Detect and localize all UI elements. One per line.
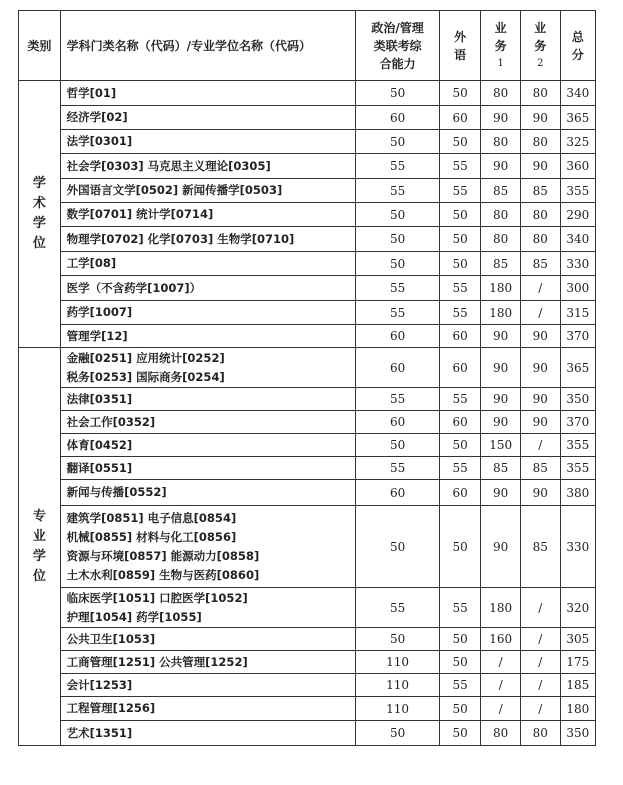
program-name-cell <box>60 388 356 411</box>
politics-score: 55 <box>356 276 439 301</box>
politics-score: 50 <box>356 203 439 227</box>
subject1-score: 85 <box>481 179 521 203</box>
header-politics <box>356 11 439 81</box>
politics-score: 50 <box>356 628 439 651</box>
table-row <box>19 227 596 252</box>
table-row <box>19 81 596 106</box>
subject2-score: 85 <box>520 179 560 203</box>
program-name-line: 会计[1253] <box>66 677 133 692</box>
program-name-cell <box>60 154 356 179</box>
total-score: 320 <box>560 588 595 628</box>
program-name-cell <box>60 721 356 746</box>
politics-score: 50 <box>356 81 439 106</box>
program-name-cell <box>60 106 356 130</box>
program-name-line: 法学[0301] <box>66 134 133 148</box>
table-row <box>19 480 596 506</box>
subject1-score: 80 <box>481 81 521 106</box>
politics-score: 60 <box>356 106 439 130</box>
program-name-line: 资源与环境[0857] 能源动力[0858] <box>66 548 260 563</box>
foreign-score: 60 <box>439 348 481 388</box>
subject1-score: / <box>481 674 521 697</box>
table-row <box>19 411 596 434</box>
subject1-score: 80 <box>481 227 521 252</box>
foreign-score: 55 <box>439 301 481 325</box>
subject2-score: 80 <box>520 130 560 154</box>
subject1-score: 180 <box>481 588 521 628</box>
total-score: 350 <box>560 721 595 746</box>
program-name-cell <box>60 252 356 276</box>
subject2-score: 90 <box>520 388 560 411</box>
subject1-score: 80 <box>481 130 521 154</box>
table-body <box>19 81 596 746</box>
politics-score: 55 <box>356 301 439 325</box>
header-foreign <box>439 11 481 81</box>
program-name-cell <box>60 651 356 674</box>
subject2-score: 80 <box>520 81 560 106</box>
politics-score: 50 <box>356 506 439 588</box>
header-subject1-line: 业 <box>494 20 507 35</box>
politics-score: 110 <box>356 697 439 721</box>
program-name-cell <box>60 130 356 154</box>
subject1-score: 90 <box>481 506 521 588</box>
header-subject1 <box>481 11 521 81</box>
header-row <box>19 11 596 81</box>
header-subject2-line: 业 <box>534 20 547 35</box>
header-subject2 <box>520 11 560 81</box>
table-row <box>19 457 596 480</box>
header-foreign-line: 外 <box>454 29 467 44</box>
subject2-score: 80 <box>520 721 560 746</box>
program-name-line: 税务[0253] 国际商务[0254] <box>66 369 225 384</box>
politics-score: 55 <box>356 179 439 203</box>
subject2-score: / <box>520 434 560 457</box>
table-row <box>19 154 596 179</box>
program-name-cell <box>60 203 356 227</box>
program-name-cell <box>60 301 356 325</box>
table-row <box>19 588 596 628</box>
foreign-score: 50 <box>439 628 481 651</box>
program-name-cell <box>60 506 356 588</box>
foreign-score: 50 <box>439 227 481 252</box>
subject1-score: / <box>481 651 521 674</box>
program-name-line: 公共卫生[1053] <box>66 631 156 646</box>
politics-score: 50 <box>356 252 439 276</box>
subject2-score: 90 <box>520 325 560 348</box>
subject2-score: 90 <box>520 154 560 179</box>
politics-score: 60 <box>356 480 439 506</box>
program-name-cell <box>60 457 356 480</box>
subject1-score: 85 <box>481 252 521 276</box>
program-name-line: 工商管理[1251] 公共管理[1252] <box>66 654 248 669</box>
total-score: 330 <box>560 506 595 588</box>
foreign-score: 50 <box>439 252 481 276</box>
politics-score: 50 <box>356 227 439 252</box>
table-row <box>19 506 596 588</box>
header-subject1-line: 务 <box>494 38 507 53</box>
program-name-cell <box>60 434 356 457</box>
foreign-score: 50 <box>439 434 481 457</box>
table-row <box>19 674 596 697</box>
subject1-score: 90 <box>481 325 521 348</box>
foreign-score: 55 <box>439 588 481 628</box>
subject2-score: 85 <box>520 252 560 276</box>
table-row <box>19 203 596 227</box>
program-name-cell <box>60 674 356 697</box>
program-name-cell <box>60 81 356 106</box>
program-name-line: 护理[1054] 药学[1055] <box>66 609 202 624</box>
category-cell <box>19 81 61 348</box>
subject2-score: / <box>520 674 560 697</box>
subject2-score: / <box>520 651 560 674</box>
program-name-line: 经济学[02] <box>66 110 128 124</box>
program-name-cell <box>60 480 356 506</box>
politics-score: 55 <box>356 457 439 480</box>
program-name-cell <box>60 628 356 651</box>
foreign-score: 50 <box>439 81 481 106</box>
foreign-score: 50 <box>439 203 481 227</box>
program-name-line: 数学[0701] 统计学[0714] <box>66 207 214 221</box>
score-table <box>18 10 596 746</box>
subject2-score: 80 <box>520 203 560 227</box>
total-score: 355 <box>560 457 595 480</box>
subject2-score: 85 <box>520 457 560 480</box>
program-name-line: 翻译[0551] <box>66 460 133 475</box>
program-name-line: 新闻与传播[0552] <box>66 485 167 499</box>
program-name-line: 工程管理[1256] <box>66 701 156 715</box>
subject1-score: 90 <box>481 480 521 506</box>
program-name-line: 建筑学[0851] 电子信息[0854] <box>66 510 237 525</box>
table-row <box>19 434 596 457</box>
program-name-cell <box>60 276 356 301</box>
category-cell <box>19 348 61 746</box>
total-score: 325 <box>560 130 595 154</box>
foreign-score: 50 <box>439 721 481 746</box>
total-score: 315 <box>560 301 595 325</box>
header-subject2-line: 务 <box>534 38 547 53</box>
program-name-line: 药学[1007] <box>66 305 133 319</box>
table-row <box>19 721 596 746</box>
program-name-line: 社会学[0303] 马克思主义理论[0305] <box>66 158 271 173</box>
foreign-score: 60 <box>439 325 481 348</box>
subject1-score: 90 <box>481 154 521 179</box>
program-name-line: 工学[08] <box>66 256 117 270</box>
subject1-score: 85 <box>481 457 521 480</box>
total-score: 300 <box>560 276 595 301</box>
header-name: 学科门类名称（代码）/专业学位名称（代码） <box>60 11 356 81</box>
subject1-score: 90 <box>481 388 521 411</box>
program-name-cell <box>60 588 356 628</box>
total-score: 305 <box>560 628 595 651</box>
header-total-line: 分 <box>571 47 584 62</box>
subject1-score: 90 <box>481 106 521 130</box>
header-subject1-line: 1 <box>497 57 504 69</box>
total-score: 355 <box>560 434 595 457</box>
total-score: 340 <box>560 227 595 252</box>
subject1-score: 80 <box>481 721 521 746</box>
program-name-cell <box>60 348 356 388</box>
politics-score: 110 <box>356 674 439 697</box>
total-score: 380 <box>560 480 595 506</box>
table-row <box>19 179 596 203</box>
foreign-score: 55 <box>439 154 481 179</box>
program-name-cell <box>60 179 356 203</box>
program-name-line: 临床医学[1051] 口腔医学[1052] <box>66 590 248 605</box>
foreign-score: 60 <box>439 480 481 506</box>
subject2-score: / <box>520 276 560 301</box>
program-name-cell <box>60 325 356 348</box>
subject1-score: 80 <box>481 203 521 227</box>
table-row <box>19 276 596 301</box>
header-politics-line: 合能力 <box>379 56 416 71</box>
total-score: 175 <box>560 651 595 674</box>
subject2-score: 90 <box>520 411 560 434</box>
header-politics-line: 类联考综 <box>373 38 422 53</box>
header-politics-line: 政治/管理 <box>371 20 424 35</box>
subject2-score: / <box>520 301 560 325</box>
subject2-score: 90 <box>520 480 560 506</box>
category-label: 专业学位 <box>32 508 46 584</box>
subject2-score: / <box>520 588 560 628</box>
total-score: 185 <box>560 674 595 697</box>
table-row <box>19 348 596 388</box>
header-category: 类别 <box>19 11 61 81</box>
foreign-score: 50 <box>439 130 481 154</box>
total-score: 330 <box>560 252 595 276</box>
program-name-line: 法律[0351] <box>66 391 133 406</box>
subject1-score: / <box>481 697 521 721</box>
total-score: 370 <box>560 411 595 434</box>
program-name-line: 物理学[0702] 化学[0703] 生物学[0710] <box>66 231 295 246</box>
total-score: 365 <box>560 106 595 130</box>
politics-score: 50 <box>356 434 439 457</box>
politics-score: 50 <box>356 721 439 746</box>
total-score: 290 <box>560 203 595 227</box>
politics-score: 55 <box>356 588 439 628</box>
politics-score: 110 <box>356 651 439 674</box>
table-row <box>19 628 596 651</box>
subject1-score: 90 <box>481 411 521 434</box>
foreign-score: 60 <box>439 106 481 130</box>
program-name-line: 管理学[12] <box>66 328 128 343</box>
table-row <box>19 388 596 411</box>
politics-score: 60 <box>356 411 439 434</box>
header-foreign-line: 语 <box>454 47 467 62</box>
foreign-score: 55 <box>439 388 481 411</box>
total-score: 350 <box>560 388 595 411</box>
total-score: 360 <box>560 154 595 179</box>
table-row <box>19 106 596 130</box>
program-name-line: 金融[0251] 应用统计[0252] <box>66 350 225 365</box>
program-name-line: 社会工作[0352] <box>66 414 156 429</box>
subject2-score: 85 <box>520 506 560 588</box>
table-row <box>19 130 596 154</box>
foreign-score: 55 <box>439 457 481 480</box>
subject1-score: 180 <box>481 276 521 301</box>
program-name-cell <box>60 697 356 721</box>
program-name-line: 艺术[1351] <box>66 725 133 740</box>
total-score: 365 <box>560 348 595 388</box>
total-score: 180 <box>560 697 595 721</box>
subject2-score: / <box>520 628 560 651</box>
politics-score: 55 <box>356 388 439 411</box>
foreign-score: 60 <box>439 411 481 434</box>
header-total <box>560 11 595 81</box>
foreign-score: 55 <box>439 674 481 697</box>
score-table-container <box>18 10 596 746</box>
foreign-score: 50 <box>439 651 481 674</box>
foreign-score: 50 <box>439 697 481 721</box>
program-name-line: 土木水利[0859] 生物与医药[0860] <box>66 567 260 582</box>
politics-score: 50 <box>356 130 439 154</box>
program-name-line: 医学（不含药学[1007]） <box>66 280 202 295</box>
table-row <box>19 651 596 674</box>
total-score: 370 <box>560 325 595 348</box>
program-name-cell <box>60 227 356 252</box>
subject1-score: 160 <box>481 628 521 651</box>
program-name-line: 机械[0855] 材料与化工[0856] <box>66 529 237 544</box>
subject2-score: 90 <box>520 348 560 388</box>
header-total-line: 总 <box>571 29 584 44</box>
table-row <box>19 252 596 276</box>
subject2-score: 90 <box>520 106 560 130</box>
foreign-score: 55 <box>439 179 481 203</box>
total-score: 340 <box>560 81 595 106</box>
subject1-score: 150 <box>481 434 521 457</box>
header-subject2-line: 2 <box>537 57 544 69</box>
table-row <box>19 697 596 721</box>
subject1-score: 180 <box>481 301 521 325</box>
table-row <box>19 301 596 325</box>
subject2-score: / <box>520 697 560 721</box>
politics-score: 60 <box>356 325 439 348</box>
subject1-score: 90 <box>481 348 521 388</box>
program-name-line: 体育[0452] <box>66 437 133 452</box>
program-name-line: 外国语言文学[0502] 新闻传播学[0503] <box>66 183 283 197</box>
politics-score: 55 <box>356 154 439 179</box>
table-row <box>19 325 596 348</box>
category-label: 学术学位 <box>32 176 46 251</box>
program-name-cell <box>60 411 356 434</box>
total-score: 355 <box>560 179 595 203</box>
politics-score: 60 <box>356 348 439 388</box>
foreign-score: 55 <box>439 276 481 301</box>
subject2-score: 80 <box>520 227 560 252</box>
program-name-line: 哲学[01] <box>66 85 117 100</box>
foreign-score: 50 <box>439 506 481 588</box>
